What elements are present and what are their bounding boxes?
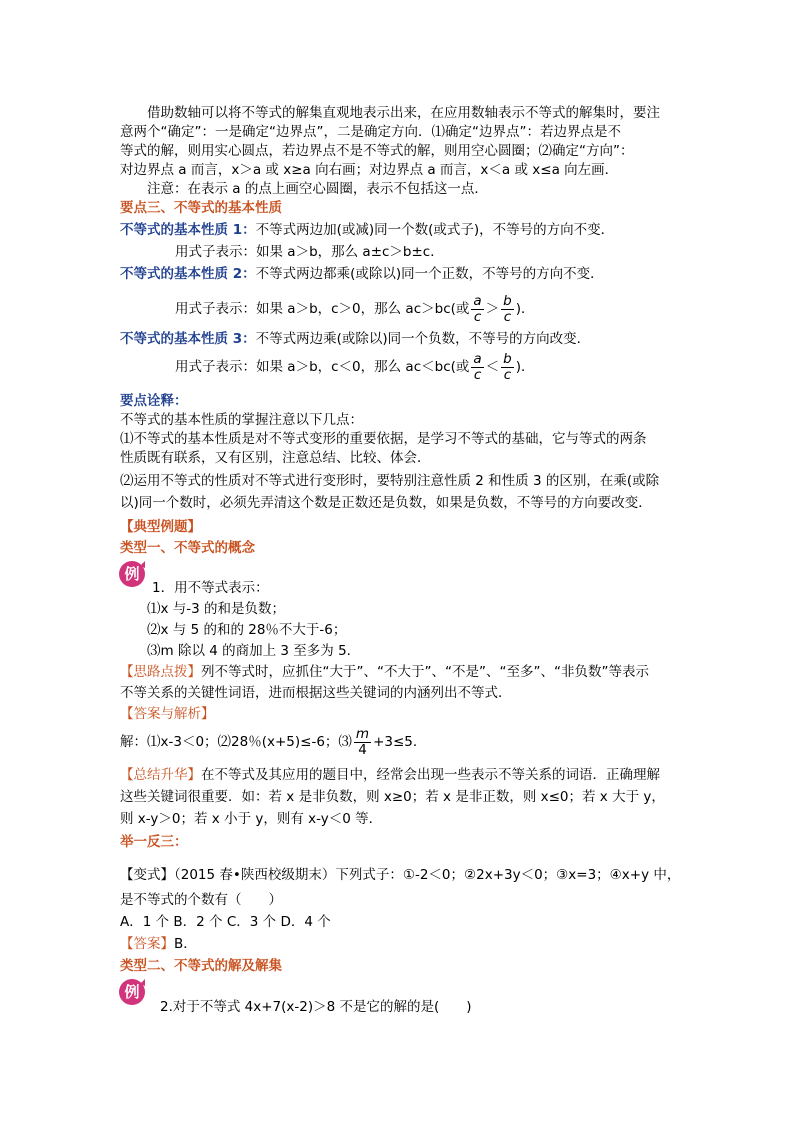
question-1-c: ⑶m 除以 4 的商加上 3 至多为 5． [147,643,361,659]
answer-label: 【答案与解析】 [120,706,215,722]
intro-note: 注意：在表示 a 的点上画空心圆圈，表示不包括这一点． [147,181,488,197]
property-1-text: 不等式两边加(或减)同一个数(或式子)，不等号的方向不变． [255,222,615,238]
property-3 [120,330,590,348]
property-3-label: 不等式的基本性质 3： [120,331,256,347]
variant-options: A．1 个 B．2 个 C．3 个 D．4 个 [120,914,331,930]
solution-1: 解：⑴x-3＜0；⑵28％(x+5)≤-6；⑶ $\frac{m}{4}$ +3≤5． [120,725,427,758]
variant-line-2: 是不等式的个数有（ ） [120,892,282,908]
type1-title: 类型一、不等式的概念 [120,540,255,556]
explain-line-4: ⑵运用不等式的性质对不等式进行变形时，要特别注意性质 2 和性质 3 的区别，在乘(或除 [120,473,660,489]
property-3-expression: 用式子表示：如果 a＞b，c＜0，那么 ac＜bc(或 $\frac{a}{c}$ ＜ $\frac{b}{c}$ )． [175,350,535,383]
intro-line-4: 对边界点 a 而言，x＞a 或 x≥a 向右画；对边界点 a 而言，x＜a 或 x≤a 向左画． [120,162,619,178]
fraction-m-over-4: $\frac{m}{4}$ [355,725,370,758]
fraction-a-over-c: $\frac{a}{c}$ [473,350,482,383]
fraction-a-over-c: $\frac{a}{c}$ [473,292,482,325]
summary-line-3: 则 x-y＞0；若 x 小于 y，则有 x-y＜0 等． [120,811,383,827]
examples-title: 【典型例题】 [120,519,201,535]
explain-line-3: 性质既有联系，又有区别，注意总结、比较、体会． [120,450,431,466]
property-2-expr-start: 用式子表示：如果 a＞b，c＞0，那么 ac＞bc(或 [175,301,470,317]
property-3-expr-start: 用式子表示：如果 a＞b，c＜0，那么 ac＜bc(或 [175,359,470,375]
question-2: 2.对于不等式 4x+7(x-2)＞8 不是它的解的是( ) [160,999,472,1015]
summary-line-1: 【总结升华】在不等式及其应用的题目中，经常会出现一些表示不等关系的词语．正确理解 [120,767,660,783]
fraction-b-over-c: $\frac{b}{c}$ [503,350,512,383]
example-badge-icon [118,978,146,1006]
svg-text:例: 例 [124,565,140,583]
explain-line-2: ⑴不等式的基本性质是对不等式变形的重要依据，是学习不等式的基础，它与等式的两条 [120,431,647,447]
hint-line-1: 【思路点拨】列不等式时，应抓住“大于”、“不大于”、“不是”、“至多”、“非负数”等表示 [120,664,649,680]
question-1-b: ⑵x 与 5 的和的 28％不大于-6； [147,622,347,638]
summary-label: 【总结升华】 [120,767,201,783]
practice-title: 举一反三： [120,834,188,850]
intro-line-3: 等式的解，则用实心圆点，若边界点不是不等式的解，则用空心圆圈；⑵确定“方向”： [120,143,634,159]
example-badge-icon [118,560,146,588]
intro-line-1: 借助数轴可以将不等式的解集直观地表示出来，在应用数轴表示不等式的解集时，要注 [147,105,660,121]
question-1-a: ⑴x 与-3 的和是负数； [147,601,286,617]
variant-answer: 【答案】B． [120,936,197,952]
variant-answer-label: 【答案】 [120,936,174,952]
explain-line-5: 以)同一个数时，必须先弄清这个数是正数还是负数，如果是负数，不等号的方向要改变． [120,495,652,511]
property-2 [120,265,604,283]
explain-line-1: 不等式的基本性质的掌握注意以下几点： [120,412,363,428]
property-1 [120,221,614,239]
fraction-b-over-c: $\frac{b}{c}$ [503,292,512,325]
property-2-label: 不等式的基本性质 2： [120,266,256,282]
question-1: 1．用不等式表示： [152,580,269,596]
svg-text:例: 例 [124,983,140,1001]
variant-line-1: 【变式】（2015 春•陕西校级期末）下列式子：①-2＜0；②2x+3y＜0；③x=3；④x+y 中， [120,867,681,883]
hint-line-2: 不等关系的关键性词语，进而根据这些关键词的内涵列出不等式． [120,685,512,701]
explain-title: 要点诠释： [120,393,188,409]
property-1-label: 不等式的基本性质 1： [120,222,256,238]
property-1-expression: 用式子表示：如果 a＞b，那么 a±c＞b±c． [175,244,444,260]
property-2-expression: 用式子表示：如果 a＞b，c＞0，那么 ac＞bc(或 $\frac{a}{c}$ ＞ $\frac{b}{c}$ )． [175,292,535,325]
point3-title: 要点三、不等式的基本性质 [120,200,282,216]
type2-title: 类型二、不等式的解及解集 [120,958,282,974]
hint-label: 【思路点拨】 [120,664,201,680]
summary-line-2: 这些关键词很重要．如：若 x 是非负数，则 x≥0；若 x 是非正数，则 x≤0；若 x 大于 y， [120,789,665,805]
property-2-text: 不等式两边都乘(或除以)同一个正数，不等号的方向不变． [255,266,604,282]
intro-line-2: 意两个“确定”：一是确定“边界点”，二是确定方向．⑴确定“边界点”：若边界点是不 [120,124,621,140]
property-3-text: 不等式两边乘(或除以)同一个负数，不等号的方向改变． [255,331,591,347]
